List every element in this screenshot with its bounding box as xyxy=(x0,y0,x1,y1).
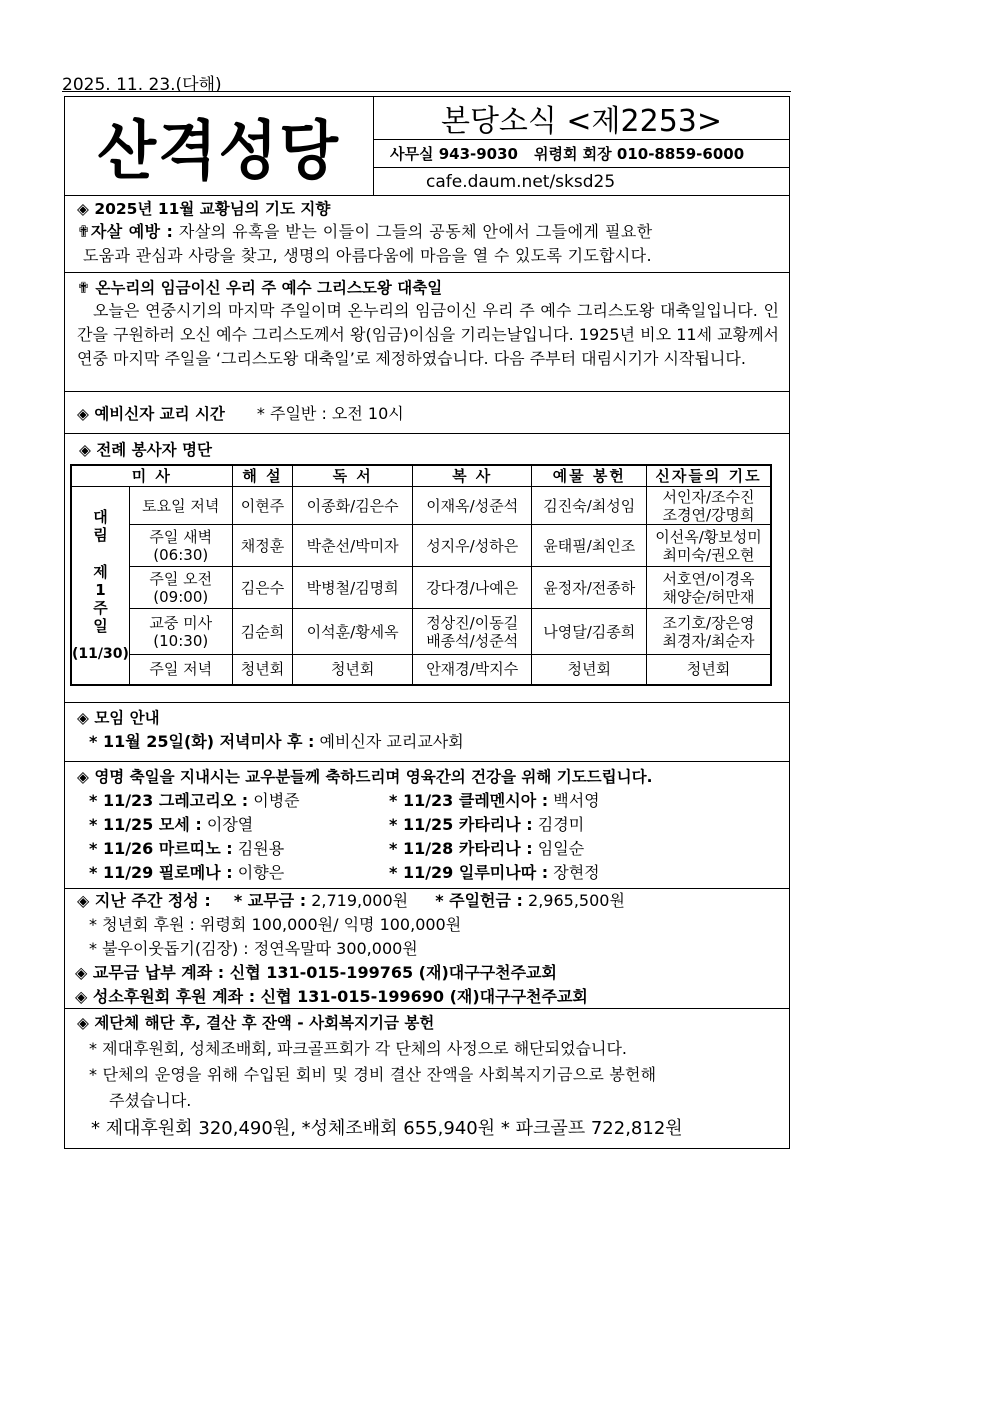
liturgy-title: ◈ 전례 봉사자 명단 xyxy=(79,441,212,459)
list-item: * 11/23 클레멘시아 : 백서영 xyxy=(389,791,600,810)
advent-date: (11/30) xyxy=(72,645,129,662)
dissolution-amounts: * 제대후원회 320,490원, *성체조배회 655,940원 * 파크골프 722,812원 xyxy=(91,1118,683,1139)
liturgy-header-row xyxy=(71,465,771,487)
offering-charity: * 불우이웃돕기(김장) : 정연옥말따 300,000원 xyxy=(89,939,418,958)
feast-section xyxy=(65,273,789,392)
cafe-link[interactable]: cafe.daum.net/sksd25 xyxy=(426,171,616,192)
list-item: * 11/28 카타리나 : 임일순 xyxy=(389,839,585,858)
meeting-item: * 11월 25일(화) 저녁미사 후 : 예비신자 교리교사회 xyxy=(89,732,464,751)
prayer-intention-line1 xyxy=(77,220,779,244)
feastday-list xyxy=(77,789,789,885)
liturgy-section xyxy=(65,434,789,703)
col-mass: 미 사 xyxy=(71,465,232,487)
prayer-intention-title: ◈ 2025년 11월 교황님의 기도 지향 xyxy=(77,200,331,218)
dissolution-line1: * 제대후원회, 성체조배회, 파크골프회가 각 단체의 사정으로 해단되었습니다. xyxy=(89,1039,627,1058)
table-row: 주일 오전 (09:00) 김은수 박병철/김명희 강다경/나예은 윤정자/전종하 서호연/이경옥 채양순/허만재 xyxy=(71,567,771,609)
list-item: * 11/26 마르띠노 : 김원용 xyxy=(89,839,285,858)
catechumen-detail: * 주일반 : 오전 10시 xyxy=(256,404,404,423)
meeting-section xyxy=(65,703,789,762)
feast-body: 오늘은 연중시기의 마지막 주일이며 온누리의 임금이신 우리 주 예수 그리스도왕 대축일입니다. 인간을 구원하러 오신 예수 그리스도께서 왕(임금)이심을 기리는날입니다. 1925년 비오 11세 교황께서 연중 마지막 주일을 ‘그리스도왕 대축일’로 제정하였습니다. 다음 주부터 대림시기가 시작됩니다. xyxy=(77,301,779,368)
council-phone: 위령회 회장 010-8859-6000 xyxy=(533,145,745,163)
advent-week-label: 대 림 제 1 주 일 (11/30) xyxy=(71,487,129,685)
prayer-intention-section xyxy=(65,196,789,273)
feastday-title: ◈ 영명 축일을 지내시는 교우분들께 축하드리며 영육간의 건강을 위해 기도드립니다. xyxy=(77,768,653,786)
dissolution-title: ◈ 제단체 해단 후, 결산 후 잔액 - 사회복지기금 봉헌 xyxy=(77,1014,435,1032)
list-item: * 11/25 모세 : 이장열 xyxy=(89,815,254,834)
list-item: * 11/29 필로메나 : 이향은 xyxy=(89,863,285,882)
parish-name-cell xyxy=(65,97,374,195)
bulletin-frame xyxy=(64,96,790,1149)
table-row: 주일 새벽 (06:30) 채정훈 박춘선/박미자 성지우/성하은 윤태필/최인조 이선옥/황보성미 최미숙/권오현 xyxy=(71,525,771,567)
office-phone: 사무실 943-9030 xyxy=(390,145,518,163)
col-reading: 독 서 xyxy=(293,465,413,487)
offering-section xyxy=(65,889,789,1009)
table-row: 교중 미사 (10:30) 김순희 이석훈/황세옥 정상진/이동길 배종석/성준석 나영달/김종희 조기호/장은영 최경자/최순자 xyxy=(71,609,771,655)
list-item: * 11/29 일루미나따 : 장현정 xyxy=(389,863,600,882)
bulletin-title: 본당소식 <제2253> xyxy=(374,97,789,140)
offering-title: ◈ 지난 주간 정성 : xyxy=(77,891,211,910)
dissolution-section xyxy=(65,1009,789,1148)
prayer-intention-line2: 도움과 관심과 사랑을 찾고, 생명의 아름다움에 마음을 열 수 있도록 기도합시다. xyxy=(83,246,652,265)
list-item: * 11/23 그레고리오 : 이병준 xyxy=(89,791,300,810)
masthead-info xyxy=(374,97,789,195)
col-commentator: 해 설 xyxy=(232,465,293,487)
bulletin-date: 2025. 11. 23.(다해) xyxy=(62,75,222,95)
catechumen-title: ◈ 예비신자 교리 시간 xyxy=(77,404,225,423)
top-rule xyxy=(62,91,791,92)
meeting-title: ◈ 모임 안내 xyxy=(77,709,160,727)
catechumen-section xyxy=(65,392,789,434)
col-offering: 예물 봉헌 xyxy=(532,465,647,487)
feast-title: ✟ 온누리의 임금이신 우리 주 예수 그리스도왕 대축일 xyxy=(77,279,443,297)
liturgy-table xyxy=(70,464,772,686)
account-tithe: ◈ 교무금 납부 계좌 : 신협 131-015-199765 (재)대구구천주교회 xyxy=(75,963,557,982)
masthead xyxy=(65,97,789,196)
contact-line xyxy=(374,140,789,168)
table-row: 대 림 제 1 주 일 (11/30) 토요일 저녁 이현주 이종화/김은수 이재옥/성준석 김진숙/최성임 서인자/조수진 조경연/강명희 xyxy=(71,487,771,525)
col-prayer: 신자들의 기도 xyxy=(646,465,771,487)
table-row: 주일 저녁 청년회 청년회 안재경/박지수 청년회 청년회 xyxy=(71,655,771,685)
prayer-intention-label: ✟자살 예방 : xyxy=(77,222,174,241)
list-item: * 11/25 카타리나 : 김경미 xyxy=(389,815,585,834)
account-vocation: ◈ 성소후원회 후원 계좌 : 신협 131-015-199690 (재)대구구천주교회 xyxy=(75,987,588,1006)
offering-summary: ◈ 지난 주간 정성 : * 교무금 : 2,719,000원 * 주일헌금 : 2,965,500원 xyxy=(77,891,625,910)
dissolution-line2b: 주셨습니다. xyxy=(109,1091,192,1110)
dissolution-line2: * 단체의 운영을 위해 수입된 회비 및 경비 결산 잔액을 사회복지기금으로 봉헌해 xyxy=(89,1065,657,1084)
prayer-intention-text: 자살의 유혹을 받는 이들이 그들의 공동체 안에서 그들에게 필요한 xyxy=(178,222,653,241)
feastday-section xyxy=(65,762,789,889)
parish-name: 산격성당 xyxy=(97,115,341,189)
offering-youth-support: * 청년회 후원 : 위령회 100,000원/ 익명 100,000원 xyxy=(89,915,462,934)
col-server: 복 사 xyxy=(412,465,532,487)
